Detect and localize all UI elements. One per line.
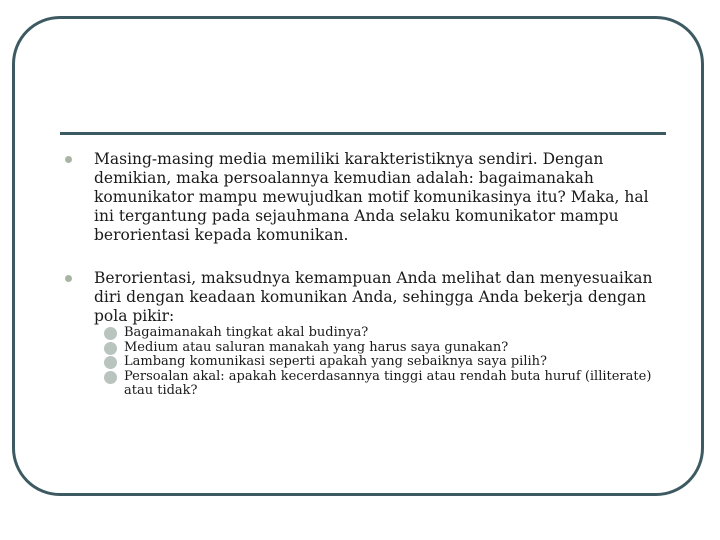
sub-bullet-dot-icon — [104, 327, 117, 340]
bullet-text: Masing-masing media memiliki karakteristiknya sendiri. Dengan demikian, maka persoalannya kemudian adalah: bagaimanakah komunikator mampu mewujudkan motif komunikasinya itu? Maka, hal ini tergantung pada sejauhmana Anda selaku komunikator mampu berorientasi kepada komunikan. — [94, 150, 649, 244]
sub-bullet-text: Medium atau saluran manakah yang harus saya gunakan? — [124, 339, 509, 355]
sub-bullet-dot-icon — [104, 342, 117, 355]
sub-bullet-text: Persoalan akal: apakah kecerdasannya tinggi atau rendah buta huruf (illiterate) atau tidak? — [124, 368, 652, 398]
sub-bullet-dot-icon — [104, 371, 117, 384]
title-divider — [60, 132, 666, 135]
bullet-dot-icon — [65, 275, 72, 282]
sub-bullet-text: Lambang komunikasi seperti apakah yang sebaiknya saya pilih? — [124, 354, 547, 369]
sub-bullet-item — [94, 326, 662, 341]
sub-bullet-item — [94, 355, 662, 370]
bullet-list — [62, 150, 662, 423]
bullet-text: Berorientasi, maksudnya kemampuan Anda melihat dan menyesuaikan diri dengan keadaan komunikan Anda, sehingga Anda bekerja dengan pola pikir: — [94, 269, 653, 325]
sub-bullet-dot-icon — [104, 356, 117, 369]
sub-bullet-text: Bagaimanakah tingkat akal budinya? — [124, 325, 369, 340]
sub-bullet-list — [94, 326, 662, 399]
bullet-item — [62, 150, 662, 245]
bullet-item — [62, 269, 662, 399]
sub-bullet-item — [94, 370, 662, 399]
bullet-dot-icon — [65, 156, 72, 163]
sub-bullet-item — [94, 341, 662, 356]
